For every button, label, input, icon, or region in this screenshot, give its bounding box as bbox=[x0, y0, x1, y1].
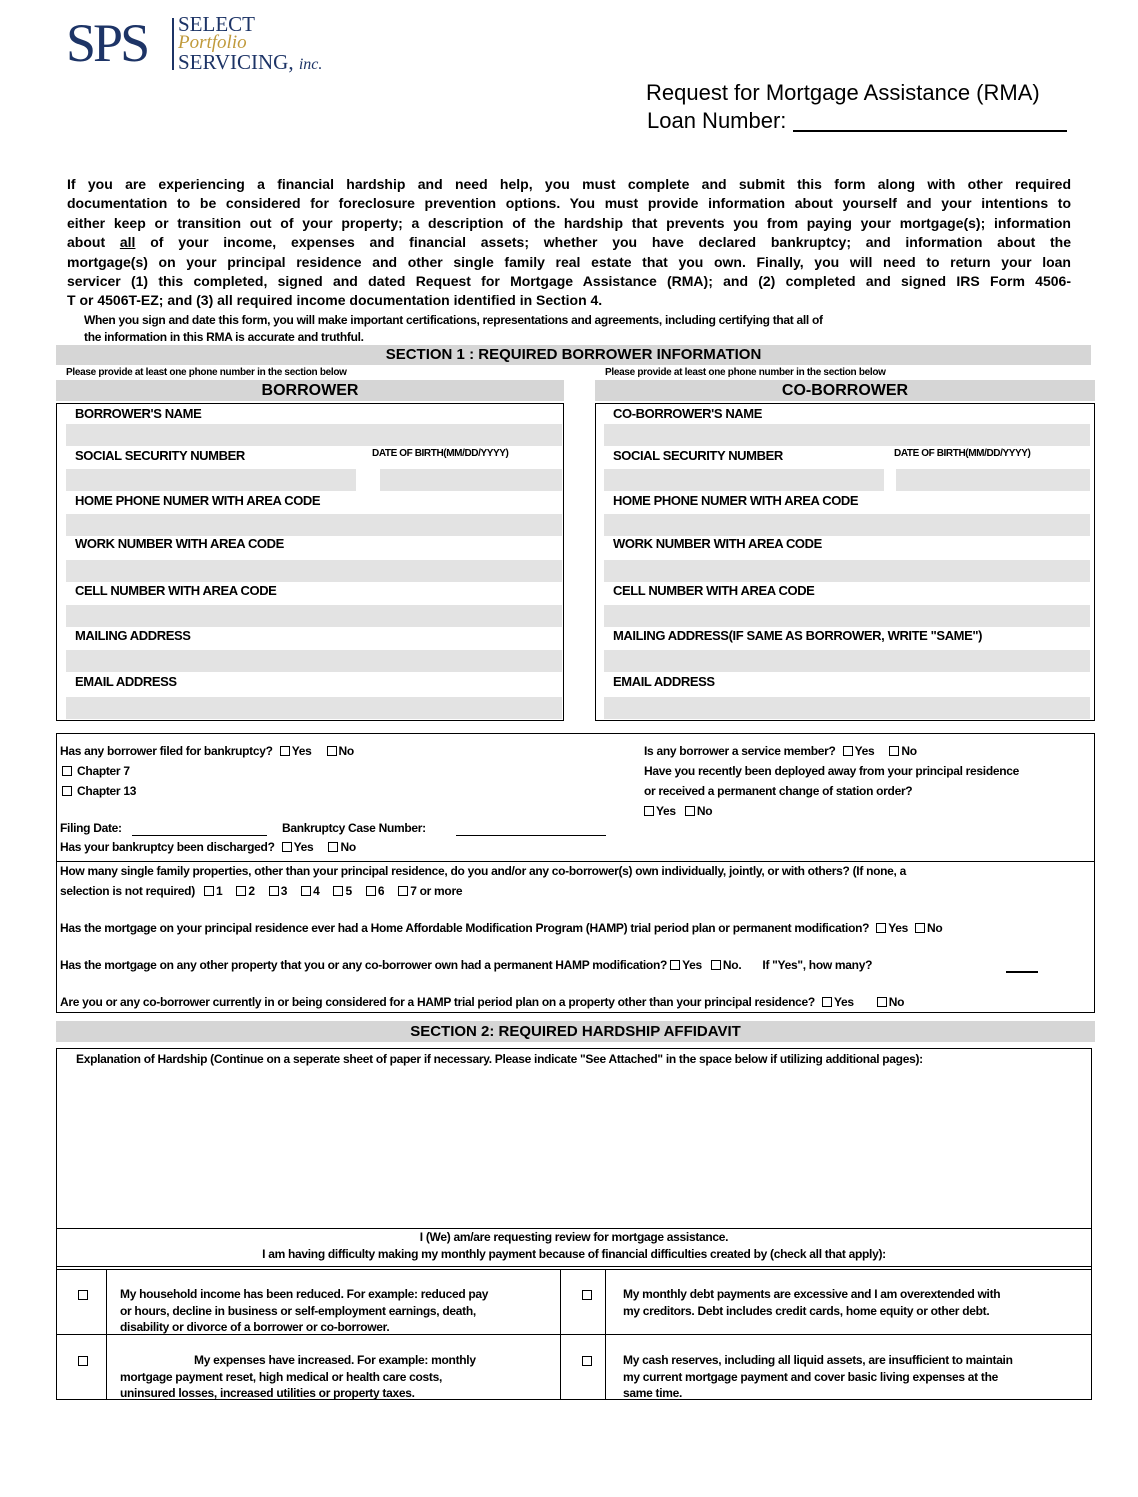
hardship-explanation-label: Explanation of Hardship (Continue on a seperate sheet of paper if necessary. Please indicate "See Attached" in the space below if utilizing additional pages): bbox=[76, 1052, 923, 1066]
debt-excessive-text bbox=[623, 1286, 1000, 1319]
hardship-col-divider bbox=[605, 1269, 606, 1400]
debt-excessive-checkbox[interactable] bbox=[582, 1290, 592, 1300]
case-number-field[interactable] bbox=[456, 835, 606, 836]
bankruptcy-yes-checkbox[interactable] bbox=[280, 746, 290, 756]
hamp-principal-yes-checkbox[interactable] bbox=[876, 923, 886, 933]
intro-line: T or 4506T-EZ; and (3) all required income documentation identified in Section 4. bbox=[67, 292, 603, 309]
explanation-divider bbox=[56, 1228, 1092, 1229]
intro-line: servicer (1) this completed, signed and dated Request for Mortgage Assistance (RMA); and (2) completed and signed IRS Form 4506- bbox=[67, 273, 1071, 290]
discharged-yes-label: Yes bbox=[293, 840, 314, 854]
borrower-dob-label: DATE OF BIRTH(MM/DD/YYYY) bbox=[372, 448, 509, 459]
coborrower-dob-field[interactable] bbox=[896, 469, 1090, 491]
logo-line-servicing bbox=[178, 51, 322, 76]
hardship-explanation-field[interactable] bbox=[58, 1070, 1090, 1226]
borrower-work-phone-label: WORK NUMBER WITH AREA CODE bbox=[75, 536, 284, 551]
properties-question-line1: How many single family properties, other than your principal residence, do you and/or any co-borrower(s) own individually, jointly, or with others? (If none, a bbox=[60, 864, 906, 878]
sps-logo bbox=[66, 12, 336, 74]
intro-about: about bbox=[67, 234, 106, 251]
questions-divider bbox=[56, 861, 1095, 862]
hamp-principal-no-label: No bbox=[927, 921, 943, 935]
intro-paragraph bbox=[67, 175, 1071, 311]
borrower-email-label: EMAIL ADDRESS bbox=[75, 674, 177, 689]
chapter13-label: Chapter 13 bbox=[77, 784, 137, 798]
discharged-question bbox=[60, 840, 356, 854]
coborrower-mailing-label: MAILING ADDRESS(IF SAME AS BORROWER, WRITE "SAME") bbox=[613, 628, 983, 643]
hamp-trial-yes-label: Yes bbox=[833, 995, 854, 1009]
borrower-heading: BORROWER bbox=[261, 382, 359, 399]
property-count-label: 3 bbox=[280, 884, 288, 898]
intro-line: documentation to be considered for foreclosure prevention options. You must provide information about yourself and your intentions to bbox=[67, 195, 1071, 212]
hamp-other-no-checkbox[interactable] bbox=[711, 960, 721, 970]
bankruptcy-no-label: No bbox=[338, 744, 354, 758]
coborrower-heading-bar bbox=[595, 380, 1095, 401]
property-count-label: 2 bbox=[248, 884, 255, 898]
coborrower-home-phone-field[interactable] bbox=[604, 514, 1090, 536]
logo-letters: SPS bbox=[66, 13, 148, 73]
option-line: disability or divorce of a borrower or co-borrower. bbox=[120, 1320, 390, 1334]
discharged-question-text: Has your bankruptcy been discharged? bbox=[60, 840, 275, 854]
borrower-work-phone-field[interactable] bbox=[66, 560, 562, 582]
service-member-text: Is any borrower a service member? bbox=[644, 744, 836, 758]
hamp-principal-question bbox=[60, 921, 942, 935]
section2-title: SECTION 2: REQUIRED HARDSHIP AFFIDAVIT bbox=[410, 1023, 741, 1040]
chapter7-label: Chapter 7 bbox=[77, 764, 130, 778]
borrower-home-phone-label: HOME PHONE NUMER WITH AREA CODE bbox=[75, 493, 321, 508]
hamp-other-no-label: No. bbox=[722, 958, 742, 972]
coborrower-email-field[interactable] bbox=[604, 697, 1090, 719]
form-title: Request for Mortgage Assistance (RMA) bbox=[646, 80, 1040, 105]
intro-all: all bbox=[119, 234, 136, 251]
deployed-yes-label: Yes bbox=[656, 804, 676, 818]
income-reduced-text bbox=[120, 1286, 488, 1336]
intro-rest: of your income, expenses and financial assets; whether you have declared bankruptcy; and information about the bbox=[150, 234, 1072, 251]
property-count-checkbox[interactable] bbox=[204, 886, 214, 896]
coborrower-ssn-field[interactable] bbox=[604, 469, 884, 491]
deployed-question-line2: or received a permanent change of station order? bbox=[644, 784, 913, 798]
logo-line-select: SELECT bbox=[178, 12, 255, 36]
hamp-trial-no-checkbox[interactable] bbox=[877, 997, 887, 1007]
borrower-name-field[interactable] bbox=[66, 424, 562, 446]
option-line: My monthly debt payments are excessive and I am overextended with bbox=[623, 1287, 1001, 1301]
option-line: mortgage payment reset, high medical or health care costs, bbox=[120, 1369, 443, 1384]
deployed-options bbox=[644, 804, 712, 818]
expenses-increased-text bbox=[120, 1352, 476, 1402]
hamp-trial-yes-checkbox[interactable] bbox=[822, 997, 832, 1007]
hamp-principal-yes-label: Yes bbox=[888, 921, 908, 935]
service-member-question bbox=[644, 744, 917, 758]
coborrower-name-field[interactable] bbox=[604, 424, 1090, 446]
hardship-col-divider bbox=[560, 1269, 561, 1400]
hamp-other-yes-label: Yes bbox=[682, 958, 702, 972]
borrower-dob-field[interactable] bbox=[380, 469, 562, 491]
difficulty-text: I am having difficulty making my monthly payment because of financial difficulties created by (check all that apply): bbox=[262, 1247, 886, 1261]
hamp-trial-no-label: No bbox=[888, 995, 905, 1009]
discharged-no-label: No bbox=[340, 840, 356, 854]
hamp-other-count-label: If "Yes", how many? bbox=[762, 958, 873, 972]
borrower-ssn-field[interactable] bbox=[66, 469, 356, 491]
option-line: My household income has been reduced. For example: reduced pay bbox=[120, 1287, 489, 1301]
income-reduced-checkbox[interactable] bbox=[78, 1290, 88, 1300]
borrower-mailing-label: MAILING ADDRESS bbox=[75, 628, 191, 643]
hardship-col-divider bbox=[106, 1269, 107, 1400]
request-divider bbox=[56, 1266, 1092, 1267]
bankruptcy-no-checkbox[interactable] bbox=[327, 746, 337, 756]
hamp-other-text: Has the mortgage on any other property that you or any co-borrower own had a permanent HAMP modification? bbox=[60, 958, 668, 972]
section2-header bbox=[56, 1021, 1095, 1042]
option-line: uninsured losses, increased utilities or property taxes. bbox=[120, 1386, 415, 1400]
property-count-label: 5 bbox=[345, 884, 352, 898]
coborrower-work-phone-label: WORK NUMBER WITH AREA CODE bbox=[613, 536, 822, 551]
coborrower-home-phone-label: HOME PHONE NUMER WITH AREA CODE bbox=[613, 493, 859, 508]
hamp-trial-text: Are you or any co-borrower currently in or being considered for a HAMP trial period plan on a property other than your principal residence? bbox=[60, 995, 815, 1009]
borrower-phone-note: Please provide at least one phone number in the section below bbox=[66, 367, 347, 378]
coborrower-email-label: EMAIL ADDRESS bbox=[613, 674, 715, 689]
chapter13-checkbox[interactable] bbox=[62, 786, 72, 796]
property-count-checkbox[interactable] bbox=[398, 886, 408, 896]
logo-servicing-text: SERVICING, bbox=[178, 50, 294, 74]
cert-line: When you sign and date this form, you will make important certifications, representations and agreements, including certifying that all of bbox=[84, 313, 823, 327]
service-no-checkbox[interactable] bbox=[889, 746, 899, 756]
borrower-heading-bar bbox=[56, 380, 564, 401]
property-count-label: 6 bbox=[377, 884, 385, 898]
chapter7-checkbox[interactable] bbox=[62, 766, 72, 776]
chapter7-option bbox=[62, 764, 130, 778]
coborrower-mailing-field[interactable] bbox=[604, 650, 1090, 672]
logo-divider bbox=[172, 18, 174, 70]
coborrower-dob-label: DATE OF BIRTH(MM/DD/YYYY) bbox=[894, 448, 1031, 459]
request-review-text: I (We) am/are requesting review for mortgage assistance. bbox=[419, 1230, 729, 1244]
intro-line bbox=[67, 233, 1071, 252]
coborrower-phone-note: Please provide at least one phone number in the section below bbox=[605, 367, 886, 378]
property-count-checkbox[interactable] bbox=[301, 886, 311, 896]
discharged-no-checkbox[interactable] bbox=[328, 842, 338, 852]
borrower-name-label: BORROWER'S NAME bbox=[75, 406, 202, 421]
property-count-checkbox[interactable] bbox=[236, 886, 246, 896]
borrower-cell-field[interactable] bbox=[66, 605, 562, 627]
coborrower-cell-label: CELL NUMBER WITH AREA CODE bbox=[613, 583, 815, 598]
borrower-mailing-field[interactable] bbox=[66, 650, 562, 672]
option-line: my current mortgage payment and cover basic living expenses at the bbox=[623, 1369, 998, 1384]
option-line: same time. bbox=[623, 1386, 683, 1400]
deployed-question-line1: Have you recently been deployed away from your principal residence bbox=[644, 764, 1020, 778]
properties-question-line2 bbox=[60, 884, 462, 898]
property-count-checkbox[interactable] bbox=[366, 886, 376, 896]
coborrower-heading: CO-BORROWER bbox=[781, 382, 909, 399]
coborrower-work-phone-field[interactable] bbox=[604, 560, 1090, 582]
intro-line: mortgage(s) on your principal residence and other single family real estate that you own. Finally, you will need to return your loan bbox=[67, 253, 1071, 270]
logo-line-portfolio: Portfolio bbox=[178, 32, 247, 53]
hamp-other-yes-checkbox[interactable] bbox=[670, 960, 680, 970]
deployed-no-checkbox[interactable] bbox=[685, 806, 695, 816]
property-count-label: 1 bbox=[215, 884, 223, 898]
properties-question-text: selection is not required) bbox=[60, 884, 195, 898]
logo-inc-text: inc. bbox=[298, 56, 323, 73]
loan-number-label: Loan Number: bbox=[647, 108, 787, 133]
deployed-no-label: No bbox=[696, 804, 713, 818]
coborrower-ssn-label: SOCIAL SECURITY NUMBER bbox=[613, 448, 783, 463]
section1-header bbox=[56, 345, 1091, 365]
property-count-label: 4 bbox=[313, 884, 320, 898]
option-line: or hours, decline in business or self-employment earnings, death, bbox=[120, 1303, 476, 1318]
case-number-label: Bankruptcy Case Number: bbox=[282, 821, 426, 835]
hamp-trial-question bbox=[60, 995, 904, 1009]
deployed-yes-checkbox[interactable] bbox=[644, 806, 654, 816]
property-count-checkbox[interactable] bbox=[333, 886, 343, 896]
hamp-count-field[interactable] bbox=[1006, 971, 1038, 973]
filing-date-field[interactable] bbox=[132, 835, 267, 836]
option-line: my creditors. Debt includes credit cards, home equity or other debt. bbox=[623, 1303, 990, 1318]
borrower-home-phone-field[interactable] bbox=[66, 514, 562, 536]
cash-reserves-checkbox[interactable] bbox=[582, 1356, 592, 1366]
option-line: My expenses have increased. For example: monthly bbox=[194, 1353, 476, 1367]
borrower-cell-label: CELL NUMBER WITH AREA CODE bbox=[75, 583, 277, 598]
hamp-principal-text: Has the mortgage on your principal residence ever had a Home Affordable Modification Program (HAMP) trial period plan or permanent modification? bbox=[60, 921, 870, 935]
loan-number-field[interactable] bbox=[793, 130, 1067, 132]
service-no-label: No bbox=[901, 744, 917, 758]
property-count-checkbox[interactable] bbox=[269, 886, 279, 896]
bankruptcy-question-text: Has any borrower filed for bankruptcy? bbox=[60, 744, 273, 758]
cash-reserves-text bbox=[623, 1352, 1013, 1402]
cert-line: the information in this RMA is accurate and truthful. bbox=[84, 330, 364, 344]
filing-date-label: Filing Date: bbox=[60, 821, 122, 835]
intro-line: If you are experiencing a financial hardship and need help, you must complete and submit this form along with other required bbox=[67, 176, 1071, 192]
option-line: My cash reserves, including all liquid assets, are insufficient to maintain bbox=[623, 1353, 1013, 1367]
hamp-principal-no-checkbox[interactable] bbox=[915, 923, 925, 933]
certification-note bbox=[84, 312, 1074, 346]
borrower-ssn-label: SOCIAL SECURITY NUMBER bbox=[75, 448, 245, 463]
chapter13-option bbox=[62, 784, 136, 798]
coborrower-cell-field[interactable] bbox=[604, 605, 1090, 627]
bankruptcy-yes-label: Yes bbox=[291, 744, 312, 758]
discharged-yes-checkbox[interactable] bbox=[282, 842, 292, 852]
section1-title: SECTION 1 : REQUIRED BORROWER INFORMATION bbox=[385, 346, 762, 363]
intro-line: either keep or transition out of your property; a description of the hardship that prevents you from paying your mortgage(s); information bbox=[67, 214, 1071, 231]
property-count-label: 7 or more bbox=[410, 884, 463, 898]
service-yes-label: Yes bbox=[854, 744, 875, 758]
borrower-email-field[interactable] bbox=[66, 697, 562, 719]
hamp-other-question bbox=[60, 958, 872, 972]
expenses-increased-checkbox[interactable] bbox=[78, 1356, 88, 1366]
coborrower-name-label: CO-BORROWER'S NAME bbox=[613, 406, 762, 421]
service-yes-checkbox[interactable] bbox=[843, 746, 853, 756]
bankruptcy-question bbox=[60, 744, 354, 758]
